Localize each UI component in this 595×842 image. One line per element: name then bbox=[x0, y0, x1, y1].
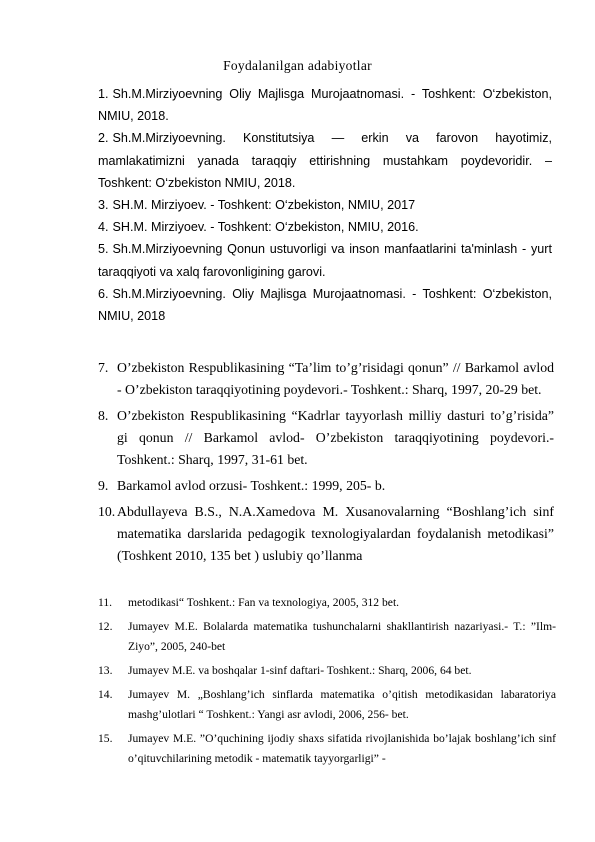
reference-item bbox=[98, 593, 556, 613]
reference-item bbox=[98, 661, 556, 681]
reference-item bbox=[98, 283, 552, 327]
reference-number: 1. bbox=[98, 87, 109, 101]
reference-item bbox=[98, 685, 556, 726]
reference-number: 9. bbox=[98, 478, 109, 494]
reference-number: 8. bbox=[98, 408, 109, 423]
reference-text: Abdullayeva B.S., N.A.Xamedova M. Xusanovalarning “Boshlang’ich sinf matematika darslarida pedagogik texnologiyalardan foydalanish metodikasi” (Toshkent 2010, 135 bet ) uslubiy qo’llanma bbox=[117, 504, 554, 564]
reference-item bbox=[98, 405, 554, 472]
reference-text: SH.M. Mirziyoev. - Toshkent: O‘zbekiston, NMIU, 2017 bbox=[112, 198, 416, 213]
reference-text: Sh.M.Mirziyoevning. Konstitutsiya — erkin va farovon hayotimiz, mamlakatimizni yanada taraqqiy ettirishning mustahkam poydevoridir. – Toshkent: O‘zbekiston NMIU, 2018. bbox=[98, 131, 552, 190]
reference-text: Jumayev M.E. Bolalarda matematika tushunchalarni shakllantirish nazariyasi.- T.: ”Ilm-Ziyo”, 2005, 240-bet bbox=[128, 619, 556, 654]
reference-text: Sh.M.Mirziyoevning. Oliy Majlisga Murojaatnomasi. - Toshkent: O‘zbekiston, NMIU, 2018 bbox=[98, 286, 552, 324]
reference-number: 14. bbox=[98, 687, 113, 701]
reference-list-part-3 bbox=[98, 593, 556, 773]
reference-text: SH.M. Mirziyoev. - Toshkent: O‘zbekiston, NMIU, 2016. bbox=[112, 220, 419, 235]
reference-list-part-2 bbox=[98, 357, 554, 571]
reference-number: 2. bbox=[98, 131, 109, 146]
reference-number: 4. bbox=[98, 220, 109, 235]
reference-item bbox=[98, 501, 554, 568]
reference-number: 12. bbox=[98, 619, 113, 633]
reference-number: 3. bbox=[98, 198, 109, 213]
reference-text: O’zbekiston Respublikasining “Kadrlar tayyorlash milliy dasturi to’g’risida” gi qonun // Barkamol avlod- O’zbekiston taraqqiyotining poydevori.- Toshkent.: Sharq, 1997, 31-61 bet. bbox=[117, 408, 554, 468]
reference-list-part-1 bbox=[98, 83, 552, 327]
reference-item bbox=[98, 216, 552, 238]
reference-text: metodikasi“ Toshkent.: Fan va texnologiya, 2005, 312 bet. bbox=[128, 596, 400, 609]
reference-item bbox=[98, 194, 552, 216]
page-title: Foydalanilgan adabiyotlar bbox=[223, 58, 372, 73]
reference-text: Barkamol avlod orzusi- Toshkent.: 1999, 205- b. bbox=[117, 478, 386, 494]
reference-text: Sh.M.Mirziyoevning Qonun ustuvorligi va inson manfaatlarini ta'minlash - yurt taraqqiyoti va xalq farovonligining garovi. bbox=[98, 242, 552, 279]
reference-number: 5. bbox=[98, 242, 109, 257]
reference-number: 11. bbox=[98, 596, 113, 609]
reference-item bbox=[98, 83, 552, 127]
reference-number: 7. bbox=[98, 360, 109, 375]
reference-number: 13. bbox=[98, 663, 113, 677]
reference-text: Jumayev M. „Boshlang’ich sinflarda matematika o’qitish metodikasidan labaratoriya mashg’ulotlari “ Toshkent.: Yangi asr avlodi, 2006, 256- bet. bbox=[128, 687, 556, 721]
reference-number: 10. bbox=[98, 504, 116, 519]
reference-text: Sh.M.Mirziyoevning Oliy Majlisga Murojaatnomasi. - Toshkent: O‘zbekiston, NMIU, 2018. bbox=[98, 87, 552, 124]
reference-number: 6. bbox=[98, 286, 109, 301]
reference-text: O’zbekiston Respublikasining “Ta’lim to’g’risidagi qonun” // Barkamol avlod - O’zbekiston taraqqiyotining poydevori.- Toshkent.: Sharq, 1997, 20-29 bet. bbox=[117, 360, 554, 398]
reference-item bbox=[98, 617, 556, 658]
reference-item bbox=[98, 127, 552, 194]
reference-item bbox=[98, 475, 554, 497]
reference-item bbox=[98, 238, 552, 282]
reference-item bbox=[98, 357, 554, 401]
reference-item bbox=[98, 729, 556, 770]
reference-number: 15. bbox=[98, 731, 113, 745]
reference-text: Jumayev M.E. ”O’quchining ijodiy shaxs sifatida rivojlanishida bo’lajak boshlang’ich sinf o’qituvchilarining metodik - matematik tayyorgarligi” - bbox=[128, 731, 556, 766]
reference-text: Jumayev M.E. va boshqalar 1-sinf daftari- Toshkent.: Sharq, 2006, 64 bet. bbox=[128, 663, 472, 677]
